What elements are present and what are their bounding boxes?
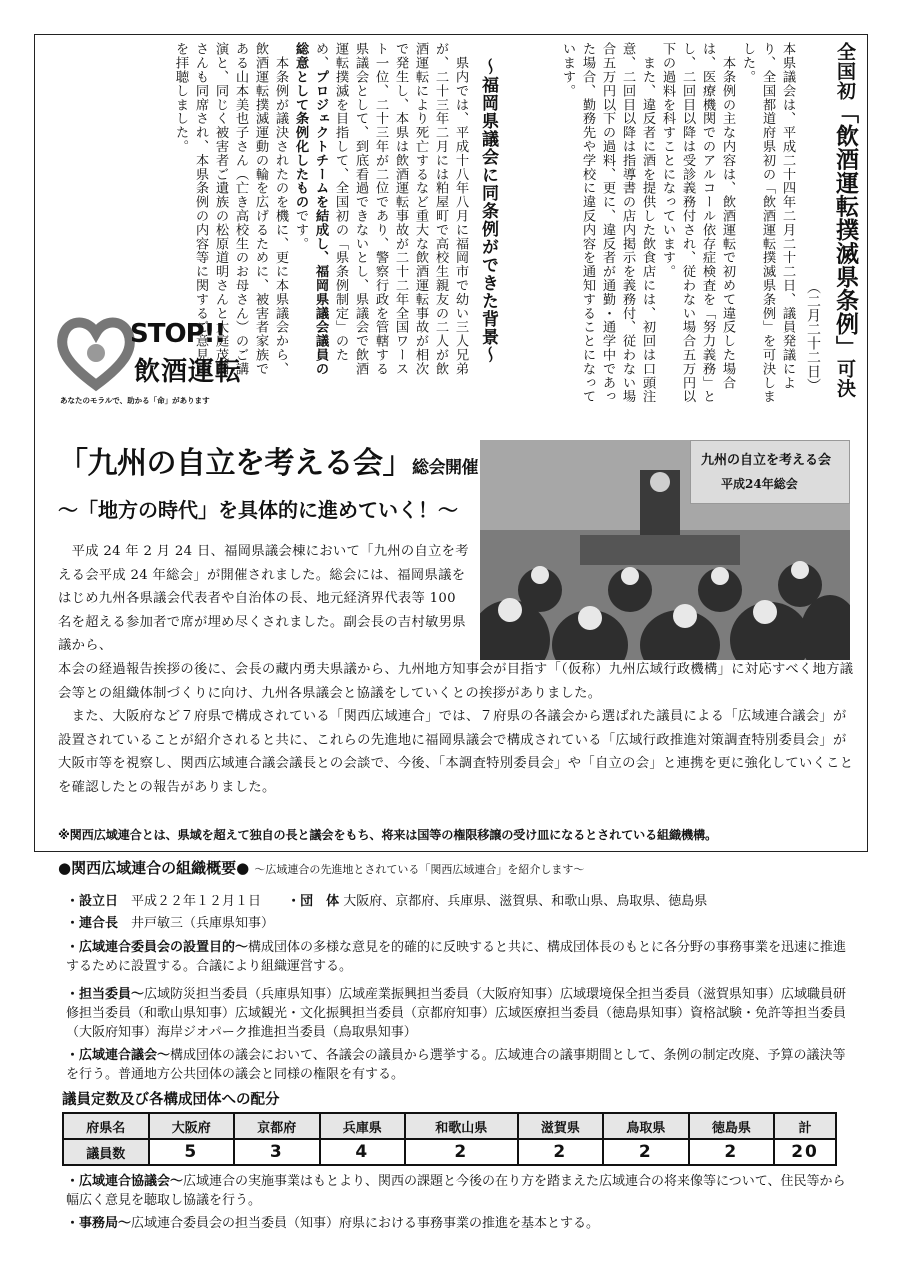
photo-banner-line1: 九州の自立を考える会	[701, 453, 832, 468]
table-header-cell: 大阪府	[149, 1113, 235, 1139]
background-body-a: 県内では、平成十八年八月に福岡市で幼い三人兄弟が、二十三年二月には粕屋町で高校生親友の二人が飲酒運転により死亡するなど重大な飲酒運転事故が相次で発生し、本県は飲酒運転事故が二十二年全国ワースト一位、二十三年が二位であり、警察行政を管轄する県議会として、到底看過できないとし、県議会で飲酒運転撲滅を目指して、全国初の「県条例制定」のため、	[313, 42, 468, 376]
table-cell: 2	[518, 1139, 604, 1165]
members-value: 大阪府、京都府、兵庫県、滋賀県、和歌山県、鳥取県、徳島県	[343, 894, 708, 909]
officers-label: ・担当委員～	[66, 987, 145, 1002]
table-cell: 3	[234, 1139, 320, 1165]
background-heading: ～福岡県議会に同条例ができた背景～	[478, 58, 498, 364]
table-header-cell: 府県名	[63, 1113, 149, 1139]
kansai-established-row	[66, 892, 866, 911]
purpose-label: ・広域連合委員会の設置目的～	[66, 940, 249, 955]
council-label: ・広域連合協議会～	[66, 1174, 184, 1189]
kansai-section-subtitle: ～広域連合の先進地とされている「関西広域連合」を紹介します～	[254, 863, 585, 876]
table-header-cell: 滋賀県	[518, 1113, 604, 1139]
office-label: ・事務局～	[66, 1216, 132, 1231]
table-header-cell: 計	[774, 1113, 836, 1139]
logo-stop-text: STOP!!	[130, 319, 226, 349]
table-header-cell: 鳥取県	[603, 1113, 689, 1139]
table-header-cell: 徳島県	[689, 1113, 775, 1139]
table-cell: 5	[149, 1139, 235, 1165]
table-cell: 2	[689, 1139, 775, 1165]
table-row	[63, 1139, 836, 1165]
kansai-office-row	[66, 1214, 856, 1233]
title-main: 「飲酒運転撲滅県条例」	[832, 100, 858, 359]
officers-value: 広域防災担当委員（兵庫県知事）広域産業振興担当委員（大阪府知事）広域環境保全担当委員（滋賀県知事）広域職員研修担当委員（和歌山県知事）広域観光・文化振興担当委員（京都府知事）広域医療担当委員（徳島県知事）資格試験・免許等担当委員（大阪府知事）海岸ジオパーク推進担当委員（鳥取県知事）	[66, 987, 847, 1040]
head-value: 井戸敏三（兵庫県知事）	[131, 916, 275, 931]
table-cell: 20	[774, 1139, 836, 1165]
kansai-officers-row	[66, 985, 856, 1042]
table-cell: 2	[405, 1139, 518, 1165]
title-suffix: 可決	[834, 359, 856, 398]
seat-allocation-table	[62, 1112, 837, 1166]
table-header-cell: 兵庫県	[320, 1113, 406, 1139]
table-row-label: 議員数	[63, 1139, 149, 1165]
kansai-note: ※関西広域連合とは、県域を超えて独自の長と議会をもち、将来は国等の権限移譲の受け皿になるとされている組織機構。	[58, 828, 717, 842]
background-body-c: です。 本条例が議決されたのを機に、更に本県議会から、飲酒運転撲滅運動の輪を広げるために、被害者家族である山本美也子さん（亡き高校生のお母さん）のご講演と、同じく被害者ご遺族の松原道明さんと大庭茂彌さんも同席され、本県条例の内容等に関するご意見等を拝聴しました。	[173, 42, 308, 376]
council-value: 広域連合の実施事業はもとより、関西の課題と今後の在り方を踏まえた広域連合の将来像等について、住民等から幅広く意見を聴取し協議を行う。	[66, 1174, 846, 1208]
title-prefix: 全国初	[834, 42, 856, 101]
ordinance-article-title	[800, 42, 860, 410]
table-cell: 4	[320, 1139, 406, 1165]
ordinance-date: （二月二十二日）	[805, 280, 821, 392]
logo-tagline: あなたのモラルで、助かる「命」があります	[60, 396, 210, 405]
kyushu-body-paragraph: 本会の経過報告挨拶の後に、会長の藏内勇夫県議から、九州地方知事会が目指す「（仮称）九州広域行政機構」に対応すべく地方議会等との組織体制づくりに向け、九州各県議会と協議をしていくとの挨拶がありました。 また、大阪府など７府県で構成されている「関西広域連合」では、７府県の各議会から選ばれた議員による「広域連合議会」が設置されていることが紹介されると共に、これらの先進地に福岡県議会で構成されている「広域行政推進対策調査特別委員会」が大阪市等を視察し、関西広域連合議会議長との会談で、今後、「本調査特別委員会」や「自立の会」と連携を更に強化していくことを確認したとの報告がありました。	[58, 662, 854, 795]
kyushu-article-title	[58, 438, 478, 482]
kyushu-subtitle: ～「地方の時代」を具体的に進めていく！～	[58, 498, 458, 522]
kyushu-lead-paragraph: 平成 24 年 2 月 24 日、福岡県議会棟において「九州の自立を考える会平成 24 年総会」が開催されました。総会には、福岡県議をはじめ九州各県議会代表者や自治体の長、地元経済界代表等 100 名を超える参加者で席が埋め尽くされました。副会長の吉村敏男県議から、	[58, 544, 469, 653]
table-header-cell: 和歌山県	[405, 1113, 518, 1139]
assembly-label: ・広域連合議会～	[66, 1048, 171, 1063]
ordinance-article-body: 本県議会は、平成二十四年二月二十二日、議員発議により、全国都道府県初の「飲酒運転撲滅県条例」を可決しました。 本条例の主な内容は、飲酒運転で初めて違反した場合は、医療機関でのアルコール依存症検査を「努力義務」とし、二回目以降は受診義務付され、従わない場合五万円以下の過料を科すことになっています。 また、違反者に酒を提供した飲食店には、初回は口頭注意、二回目以降は指導書の店内掲示を義務付、従わない場合五万円以下の過料、更に、違反者が通勤・通学中であった場合、勤務先や学校に違反内容を通知することになっています。	[560, 42, 795, 404]
stop-drunk-driving-logo	[56, 313, 254, 411]
table-cell: 2	[603, 1139, 689, 1165]
established-label: ・設立日	[66, 894, 119, 909]
seat-table-title: 議員定数及び各構成団体への配分	[62, 1092, 280, 1108]
office-value: 広域連合委員会の担当委員（知事）府県における事務事業の推進を基本とする。	[131, 1216, 600, 1231]
kansai-section-title: ●関西広域連合の組織概要●	[58, 859, 250, 877]
background-body-bold: プロジェクトチームを結成し、福岡県議会議員の総意として条例化したもの	[293, 42, 328, 376]
kansai-section-heading	[58, 857, 858, 878]
kansai-council-row	[66, 1172, 856, 1210]
photo-banner-line2: 平成24年総会	[721, 477, 798, 491]
members-label: ・団 体	[287, 894, 340, 909]
kyushu-title-main: 「九州の自立を考える会」	[58, 446, 412, 481]
heart-icon	[56, 313, 136, 393]
assembly-value: 構成団体の議会において、各議会の議員から選挙する。広域連合の議事期間として、条例の制定改廃、予算の議決等を行う。普通地方公共団体の議会と同様の権限を有する。	[66, 1048, 846, 1082]
logo-drunk-driving-text: 飲酒運転	[134, 357, 243, 387]
head-label: ・連合長	[66, 916, 119, 931]
photo-banner	[690, 440, 850, 504]
table-header-cell: 京都府	[234, 1113, 320, 1139]
general-meeting-photo	[480, 440, 850, 660]
kansai-head-row	[66, 914, 866, 933]
purpose-value: 構成団体の多様な意見を的確的に反映すると共に、構成団体長のもとに各分野の事務事業を迅速に推進するために設置する。合議により組織運営する。	[66, 940, 847, 974]
kansai-purpose-row	[66, 938, 856, 976]
table-header-row	[63, 1113, 836, 1139]
kansai-assembly-row	[66, 1046, 856, 1084]
established-value: 平成２２年１２月１日	[131, 894, 262, 909]
kyushu-title-suffix: 総会開催	[412, 458, 478, 478]
